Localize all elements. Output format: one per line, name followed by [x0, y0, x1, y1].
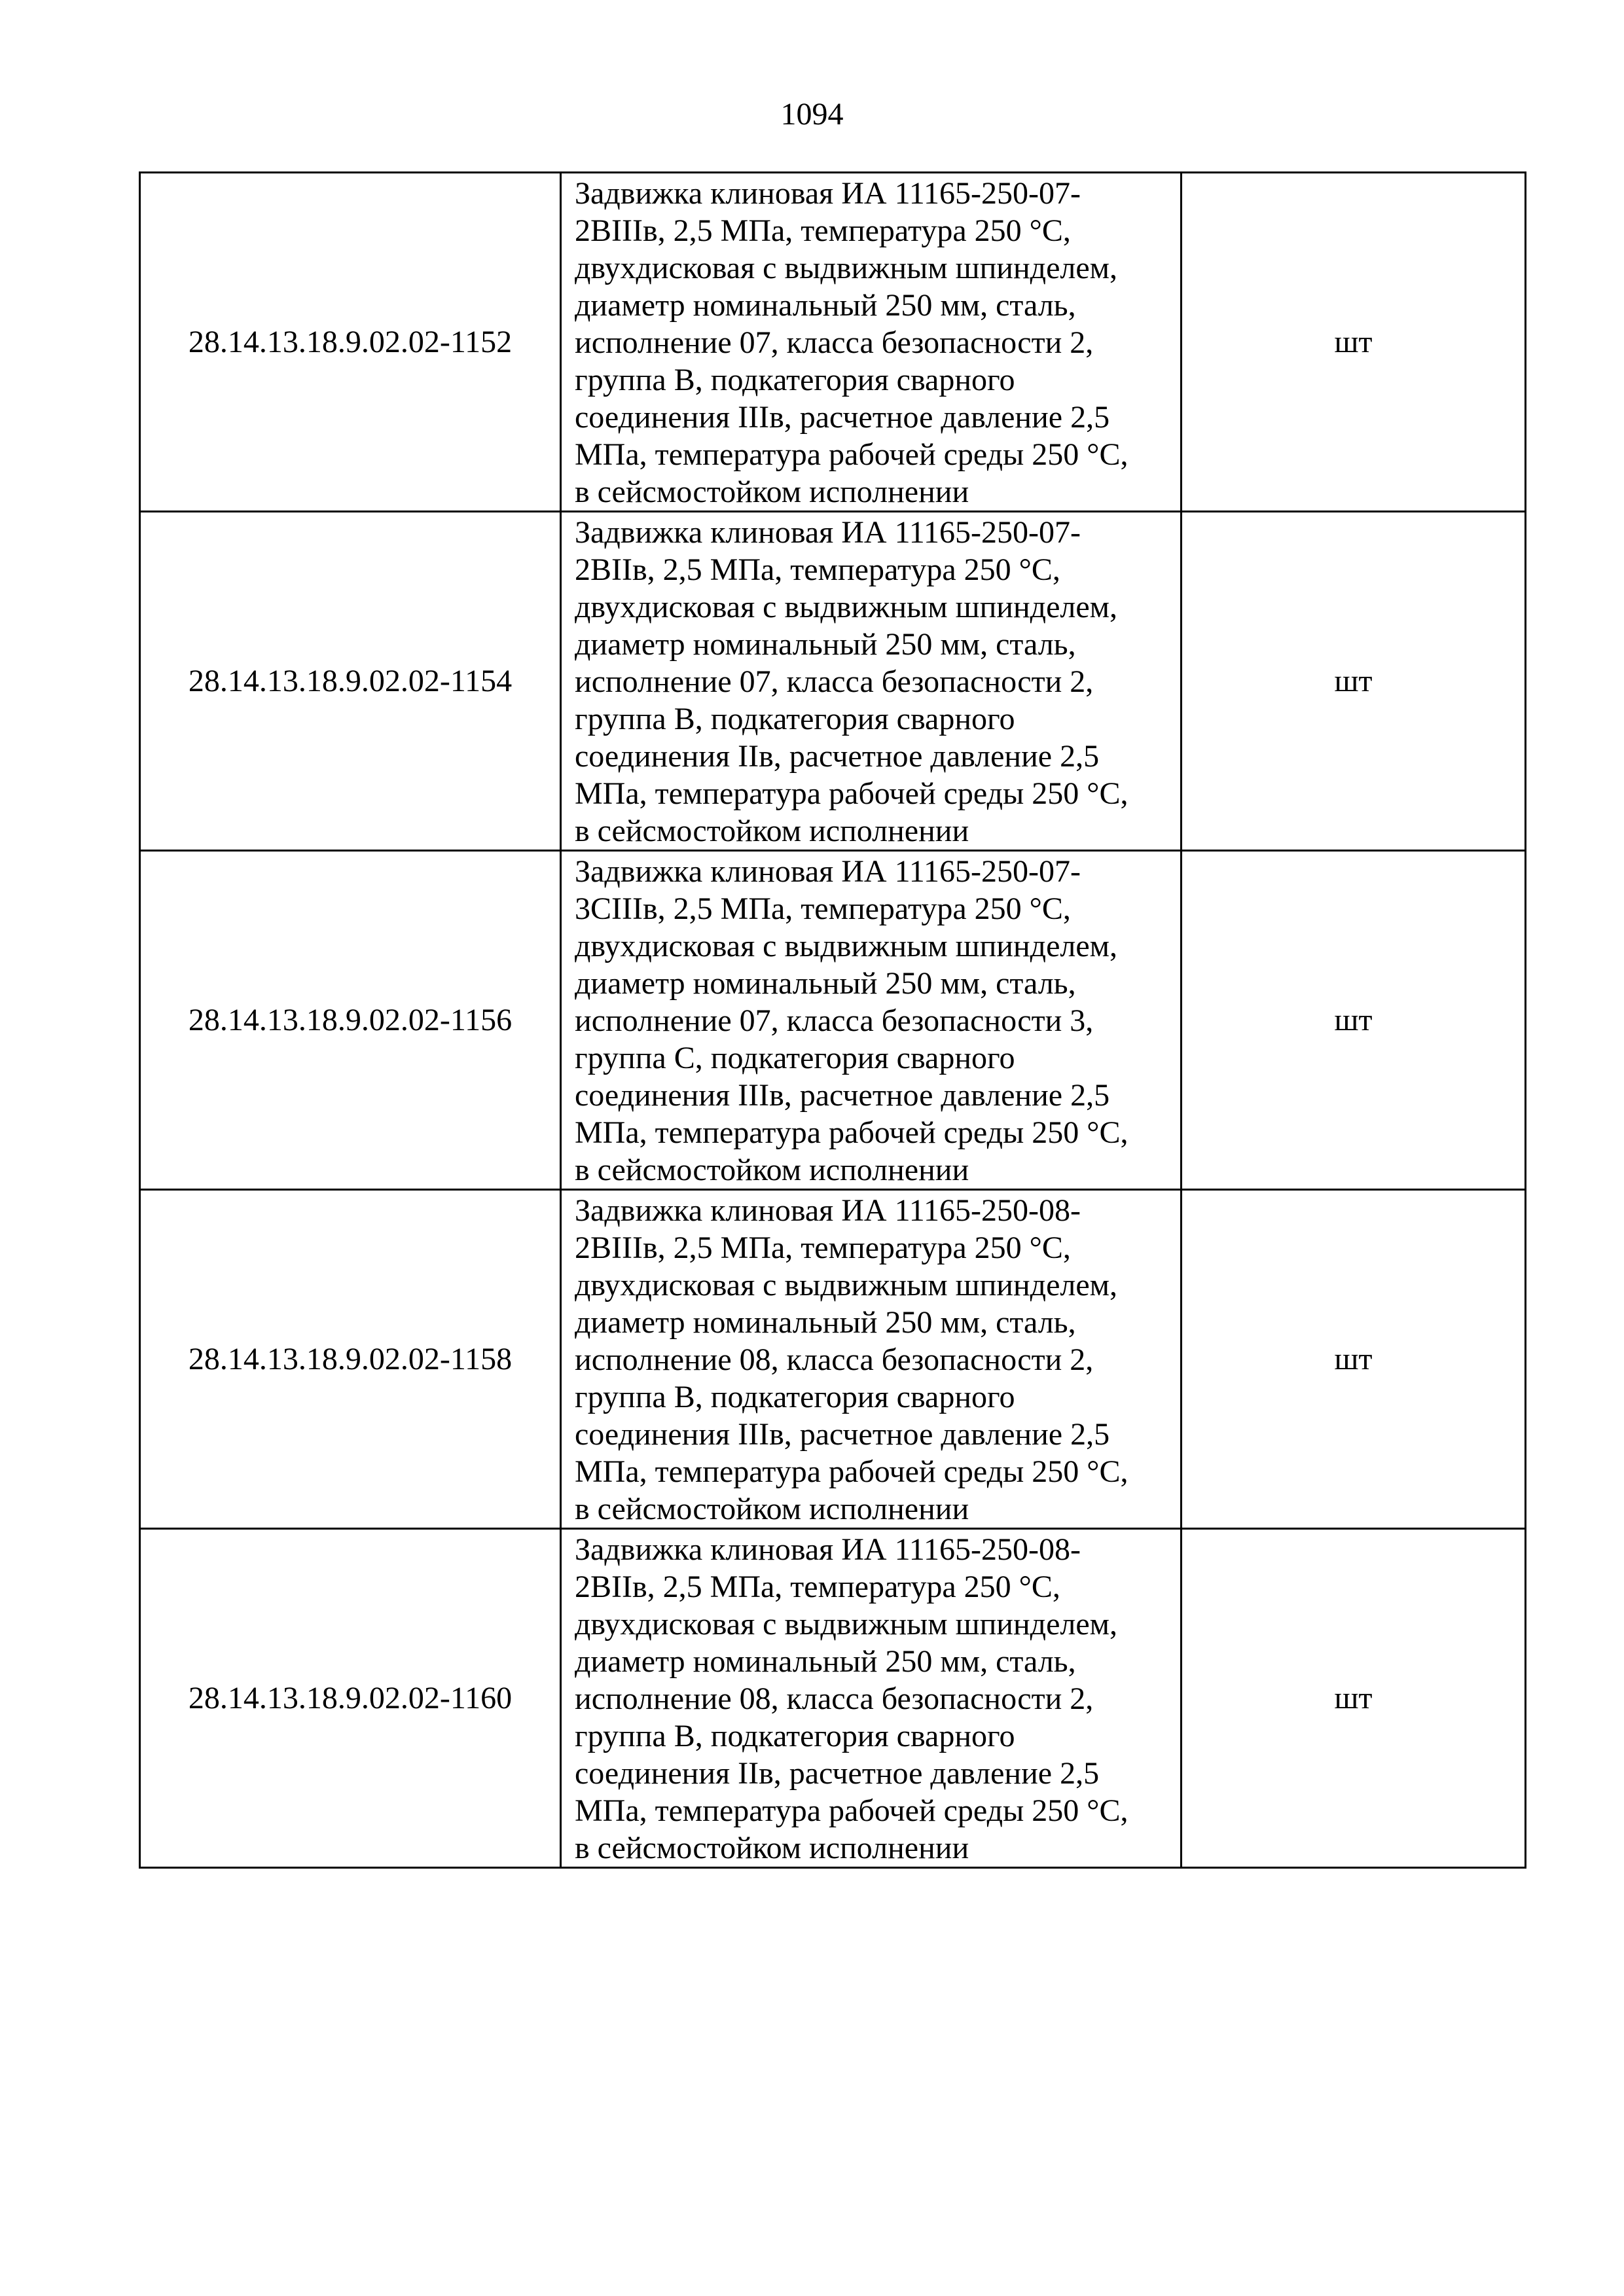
description-line: соединения IIIв, расчетное давление 2,5 [575, 400, 1110, 435]
description-line: Задвижка клиновая ИА 11165-250-07- [575, 854, 1081, 889]
description-line: группа С, подкатегория сварного [575, 1041, 1015, 1075]
page-number: 1094 [780, 97, 844, 132]
item-unit: шт [1182, 512, 1526, 851]
description-line: соединения IIв, расчетное давление 2,5 [575, 739, 1100, 774]
description-line: 2ВIIв, 2,5 МПа, температура 250 °С, [575, 1570, 1060, 1604]
description-line: группа В, подкатегория сварного [575, 1719, 1015, 1753]
description-line: соединения IIIв, расчетное давление 2,5 [575, 1417, 1110, 1452]
item-description [561, 851, 1182, 1190]
description-line: двухдисковая с выдвижным шпинделем, [575, 929, 1118, 963]
description-line: диаметр номинальный 250 мм, сталь, [575, 627, 1076, 662]
description-line: в сейсмостойком исполнении [575, 1153, 969, 1187]
description-line: 3СIIIв, 2,5 МПа, температура 250 °С, [575, 891, 1071, 926]
description-line: 2ВIIIв, 2,5 МПа, температура 250 °С, [575, 1230, 1071, 1265]
item-description [561, 1529, 1182, 1868]
description-line: группа В, подкатегория сварного [575, 702, 1015, 736]
table-row [140, 851, 1526, 1190]
description-line: в сейсмостойком исполнении [575, 814, 969, 848]
description-line: МПа, температура рабочей среды 250 °С, [575, 776, 1128, 811]
item-code: 28.14.13.18.9.02.02-1152 [140, 173, 561, 512]
description-line: диаметр номинальный 250 мм, сталь, [575, 288, 1076, 323]
item-description [561, 1190, 1182, 1529]
description-line: диаметр номинальный 250 мм, сталь, [575, 1644, 1076, 1679]
description-line: исполнение 08, класса безопасности 2, [575, 1681, 1094, 1716]
description-line: Задвижка клиновая ИА 11165-250-08- [575, 1532, 1081, 1567]
description-line: диаметр номинальный 250 мм, сталь, [575, 1305, 1076, 1340]
description-line: исполнение 07, класса безопасности 3, [575, 1003, 1094, 1038]
table-row [140, 173, 1526, 512]
table-row [140, 1529, 1526, 1868]
description-line: МПа, температура рабочей среды 250 °С, [575, 1793, 1128, 1828]
description-line: двухдисковая с выдвижным шпинделем, [575, 590, 1118, 624]
item-description [561, 173, 1182, 512]
description-line: исполнение 07, класса безопасности 2, [575, 325, 1094, 360]
item-code: 28.14.13.18.9.02.02-1158 [140, 1190, 561, 1529]
description-line: Задвижка клиновая ИА 11165-250-07- [575, 176, 1081, 211]
table-row [140, 512, 1526, 851]
description-line: в сейсмостойком исполнении [575, 1492, 969, 1526]
description-line: соединения IIв, расчетное давление 2,5 [575, 1756, 1100, 1791]
description-line: МПа, температура рабочей среды 250 °С, [575, 1115, 1128, 1150]
items-table-body [140, 173, 1526, 1868]
item-unit: шт [1182, 1529, 1526, 1868]
description-line: двухдисковая с выдвижным шпинделем, [575, 1268, 1118, 1302]
description-line: Задвижка клиновая ИА 11165-250-08- [575, 1193, 1081, 1228]
description-line: группа В, подкатегория сварного [575, 1380, 1015, 1414]
item-code: 28.14.13.18.9.02.02-1160 [140, 1529, 561, 1868]
description-line: в сейсмостойком исполнении [575, 475, 969, 509]
description-line: 2ВIIв, 2,5 МПа, температура 250 °С, [575, 552, 1060, 587]
description-line: группа В, подкатегория сварного [575, 363, 1015, 397]
description-line: Задвижка клиновая ИА 11165-250-07- [575, 515, 1081, 550]
item-code: 28.14.13.18.9.02.02-1154 [140, 512, 561, 851]
items-table [139, 171, 1526, 1869]
description-line: двухдисковая с выдвижным шпинделем, [575, 1607, 1118, 1641]
item-unit: шт [1182, 851, 1526, 1190]
description-line: соединения IIIв, расчетное давление 2,5 [575, 1078, 1110, 1113]
description-line: МПа, температура рабочей среды 250 °С, [575, 1454, 1128, 1489]
description-line: в сейсмостойком исполнении [575, 1831, 969, 1865]
item-description [561, 512, 1182, 851]
description-line: 2ВIIIв, 2,5 МПа, температура 250 °С, [575, 213, 1071, 248]
description-line: диаметр номинальный 250 мм, сталь, [575, 966, 1076, 1001]
description-line: МПа, температура рабочей среды 250 °С, [575, 437, 1128, 472]
description-line: исполнение 07, класса безопасности 2, [575, 664, 1094, 699]
item-unit: шт [1182, 1190, 1526, 1529]
table-row [140, 1190, 1526, 1529]
item-unit: шт [1182, 173, 1526, 512]
description-line: исполнение 08, класса безопасности 2, [575, 1342, 1094, 1377]
item-code: 28.14.13.18.9.02.02-1156 [140, 851, 561, 1190]
description-line: двухдисковая с выдвижным шпинделем, [575, 251, 1118, 285]
